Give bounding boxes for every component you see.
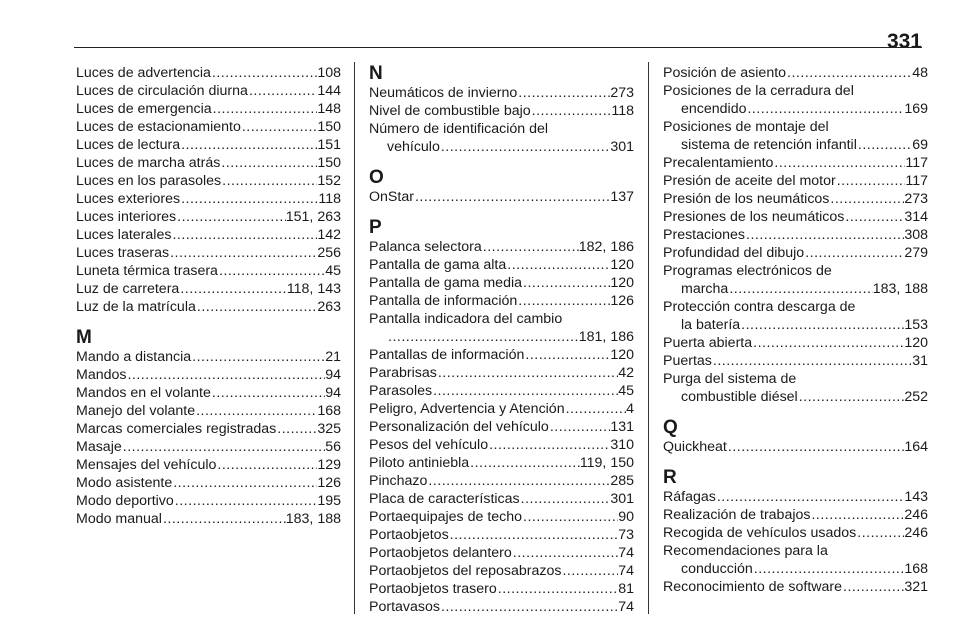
- index-entry: [369, 102, 634, 120]
- index-entry: [369, 436, 634, 454]
- index-entry-term: Realización de trabajos: [663, 507, 811, 523]
- index-entry-continuation: sistema de retención infantil: [681, 137, 857, 153]
- index-entry-pages: 56: [325, 439, 341, 455]
- dot-leader: [437, 364, 618, 382]
- index-entry: [76, 366, 341, 384]
- index-entry: [663, 262, 928, 298]
- dot-leader: [716, 488, 904, 506]
- dot-leader: [276, 420, 317, 438]
- index-entry-pages: 74: [618, 563, 634, 579]
- index-entry: [369, 418, 634, 436]
- column-divider: [648, 62, 649, 614]
- index-entry-pages: 321: [904, 579, 928, 595]
- index-entry-continuation: encendido: [681, 101, 747, 117]
- index-entry: [369, 526, 634, 544]
- index-entry: [76, 348, 341, 366]
- dot-leader: [752, 334, 904, 352]
- index-entry-term: Prestaciones: [663, 227, 746, 243]
- dot-leader: [842, 578, 904, 596]
- index-entry-pages: 31: [912, 353, 928, 369]
- index-entry-term: Luces de lectura: [76, 137, 181, 153]
- dot-leader: [196, 298, 317, 316]
- index-entry: [76, 474, 341, 492]
- dot-leader: [810, 506, 904, 524]
- index-entry: [369, 508, 634, 526]
- index-entry-term: Portaobjetos: [369, 527, 449, 543]
- index-entry: [76, 64, 341, 82]
- index-entry-pages: 168: [317, 403, 341, 419]
- dot-leader: [804, 244, 904, 262]
- column-divider: [354, 62, 355, 614]
- index-entry-pages: 118, 143: [286, 281, 341, 297]
- index-column-1: [76, 64, 341, 528]
- index-entry: [369, 346, 634, 364]
- index-entry-term: Luces de circulación diurna: [76, 83, 248, 99]
- index-entry-term: Quickheat: [663, 439, 727, 455]
- dot-leader: [844, 208, 904, 226]
- index-entry: [369, 84, 634, 102]
- index-entry: [663, 244, 928, 262]
- index-entry-pages: 168: [904, 561, 928, 577]
- index-entry-continuation: combustible diésel: [681, 389, 798, 405]
- index-entry-pages: 108: [317, 65, 341, 81]
- index-entry-term: Luces interiores: [76, 209, 177, 225]
- index-entry: [663, 370, 928, 406]
- index-entry-term: Presión de aceite del motor: [663, 173, 836, 189]
- index-entry-term: Recogida de vehículos usados: [663, 525, 857, 541]
- index-entry: [76, 100, 341, 118]
- dot-leader: [432, 382, 618, 400]
- dot-leader: [221, 172, 317, 190]
- index-entry: [369, 400, 634, 418]
- index-entry: [76, 492, 341, 510]
- index-entry-term: Posiciones de la cerradura del: [663, 83, 854, 99]
- index-entry-term: Placa de características: [369, 491, 520, 507]
- index-entry: [76, 438, 341, 456]
- index-entry-pages: 148: [317, 101, 341, 117]
- index-entry: [76, 136, 341, 154]
- index-entry-pages: 129: [317, 457, 341, 473]
- index-entry-term: Presiones de los neumáticos: [663, 209, 845, 225]
- index-entry: [76, 244, 341, 262]
- index-entry-pages: 151: [317, 137, 341, 153]
- index-entry: [369, 364, 634, 382]
- index-letter-heading: M: [76, 327, 92, 348]
- index-entry-term: Luneta térmica trasera: [76, 263, 218, 279]
- index-entry: [76, 226, 341, 244]
- index-entry: [369, 580, 634, 598]
- index-entry-term: Luz de carretera: [76, 281, 180, 297]
- index-entry: [663, 506, 928, 524]
- index-entry-pages: 120: [610, 257, 634, 273]
- index-entry-pages: 21: [325, 349, 341, 365]
- dot-leader: [169, 244, 317, 262]
- index-entry-term: Modo asistente: [76, 475, 173, 491]
- index-entry-term: Pantallas de información: [369, 347, 525, 363]
- index-entry-pages: 314: [904, 209, 928, 225]
- index-entry-pages: 273: [610, 85, 634, 101]
- index-entry: [76, 262, 341, 280]
- dot-leader: [712, 352, 912, 370]
- index-entry: [369, 598, 634, 616]
- dot-leader: [212, 100, 318, 118]
- index-entry-term: Palanca selectora: [369, 239, 482, 255]
- index-entry-term: Pantalla de gama alta: [369, 257, 507, 273]
- index-entry-pages: 153: [904, 317, 928, 333]
- index-entry-pages: 94: [325, 385, 341, 401]
- index-entry-term: Purga del sistema de: [663, 371, 797, 387]
- index-entry-pages: 279: [904, 245, 928, 261]
- index-entry-pages: 256: [317, 245, 341, 261]
- dot-leader: [162, 510, 286, 528]
- index-column-2: [369, 64, 634, 616]
- dot-leader: [517, 84, 610, 102]
- index-entry: [369, 310, 634, 346]
- index-entry: [76, 402, 341, 420]
- index-entry-term: Neumáticos de invierno: [369, 85, 518, 101]
- index-column-3: [663, 64, 928, 596]
- dot-leader: [176, 208, 286, 226]
- index-entry-term: Nivel de combustible bajo: [369, 103, 531, 119]
- index-letter-heading: N: [369, 63, 383, 84]
- index-entry-pages: 69: [912, 137, 928, 153]
- index-entry: [76, 172, 341, 190]
- dot-leader: [414, 188, 610, 206]
- index-entry-term: Número de identificación del: [369, 121, 549, 137]
- index-entry-term: Puertas: [663, 353, 712, 369]
- index-entry-term: Portaobjetos delantero: [369, 545, 512, 561]
- index-entry: [369, 256, 634, 274]
- index-entry-pages: 94: [325, 367, 341, 383]
- index-entry: [76, 510, 341, 528]
- dot-leader: [798, 388, 905, 406]
- index-entry-term: Portaobjetos del reposabrazos: [369, 563, 562, 579]
- index-entry: [76, 190, 341, 208]
- dot-leader: [753, 560, 905, 578]
- dot-leader: [216, 456, 317, 474]
- index-entry-term: Presión de los neumáticos: [663, 191, 830, 207]
- index-letter-heading: R: [663, 467, 677, 488]
- page-number: 331: [886, 30, 922, 53]
- index-entry-pages: 120: [610, 347, 634, 363]
- index-entry-term: Modo deportivo: [76, 493, 174, 509]
- index-entry-term: Portavasos: [369, 599, 440, 615]
- dot-leader: [440, 598, 618, 616]
- dot-leader: [469, 454, 580, 472]
- index-entry: [663, 64, 928, 82]
- index-entry-pages: 182, 186: [578, 239, 634, 255]
- dot-leader: [727, 438, 904, 456]
- dot-leader: [836, 172, 906, 190]
- index-entry: [369, 454, 634, 472]
- index-entry-pages: 252: [904, 389, 928, 405]
- dot-leader: [440, 138, 610, 156]
- index-entry: [76, 384, 341, 402]
- index-entry: [369, 472, 634, 490]
- dot-leader: [211, 384, 325, 402]
- index-entry-term: Luces de estacionamiento: [76, 119, 241, 135]
- index-entry: [663, 118, 928, 154]
- dot-leader: [740, 316, 904, 334]
- index-entry: [76, 118, 341, 136]
- dot-leader: [857, 136, 912, 154]
- index-entry-pages: 181, 186: [578, 329, 634, 345]
- index-entry: [663, 82, 928, 118]
- index-entry-pages: 45: [618, 383, 634, 399]
- index-entry-continuation: vehículo: [387, 139, 440, 155]
- index-entry-pages: 151, 263: [285, 209, 341, 225]
- index-entry: [76, 420, 341, 438]
- dot-leader: [248, 82, 317, 100]
- dot-leader: [220, 154, 317, 172]
- index-entry-term: Posiciones de montaje del: [663, 119, 829, 135]
- index-entry-term: Luces laterales: [76, 227, 172, 243]
- index-entry-term: Luz de la matrícula: [76, 299, 196, 315]
- dot-leader: [497, 580, 618, 598]
- dot-leader: [218, 262, 325, 280]
- index-entry: [369, 562, 634, 580]
- index-entry: [369, 544, 634, 562]
- index-entry-pages: 90: [618, 509, 634, 525]
- index-entry: [369, 274, 634, 292]
- index-entry: [663, 190, 928, 208]
- index-entry: [369, 382, 634, 400]
- index-entry-pages: 308: [904, 227, 928, 243]
- index-entry-term: Piloto antiniebla: [369, 455, 470, 471]
- index-entry-term: Pantalla de gama media: [369, 275, 523, 291]
- index-entry-pages: 74: [618, 545, 634, 561]
- index-entry: [663, 154, 928, 172]
- index-entry-term: Portaobjetos trasero: [369, 581, 497, 597]
- dot-leader: [180, 190, 318, 208]
- dot-leader: [531, 102, 612, 120]
- dot-leader: [829, 190, 904, 208]
- index-entry-pages: 120: [904, 335, 928, 351]
- index-entry-pages: 4: [626, 401, 634, 417]
- index-letter-heading: P: [369, 217, 382, 238]
- index-entry: [663, 226, 928, 244]
- dot-leader: [561, 562, 618, 580]
- index-entry: [663, 352, 928, 370]
- index-entry-term: OnStar: [369, 189, 414, 205]
- index-letter-heading: Q: [663, 417, 678, 438]
- dot-leader: [728, 280, 872, 298]
- index-entry-term: Marcas comerciales registradas: [76, 421, 277, 437]
- index-entry-term: Luces exteriores: [76, 191, 181, 207]
- header-rule: [74, 47, 922, 48]
- index-entry-pages: 45: [325, 263, 341, 279]
- index-letter-heading: O: [369, 167, 384, 188]
- index-entry: [369, 490, 634, 508]
- dot-leader: [746, 100, 904, 118]
- index-entry-term: Puerta abierta: [663, 335, 753, 351]
- index-entry: [663, 438, 928, 456]
- index-entry: [76, 154, 341, 172]
- index-entry-pages: 143: [904, 489, 928, 505]
- index-entry-term: Luces traseras: [76, 245, 170, 261]
- index-entry-term: Luces de advertencia: [76, 65, 211, 81]
- dot-leader: [524, 346, 610, 364]
- index-entry-pages: 152: [317, 173, 341, 189]
- index-entry-pages: 73: [618, 527, 634, 543]
- index-entry: [663, 488, 928, 506]
- index-entry-pages: 150: [317, 155, 341, 171]
- index-entry-term: Programas electrónicos de: [663, 263, 832, 279]
- index-entry-pages: 150: [317, 119, 341, 135]
- index-entry-pages: 74: [618, 599, 634, 615]
- index-entry-pages: 120: [610, 275, 634, 291]
- index-entry-pages: 137: [610, 189, 634, 205]
- dot-leader: [520, 490, 611, 508]
- index-entry-pages: 118: [318, 191, 341, 207]
- dot-leader: [387, 328, 579, 346]
- index-entry-term: Luces de marcha atrás: [76, 155, 221, 171]
- dot-leader: [856, 524, 904, 542]
- dot-leader: [449, 526, 619, 544]
- dot-leader: [512, 544, 618, 562]
- index-entry: [76, 298, 341, 316]
- dot-leader: [522, 508, 618, 526]
- index-entry-term: Masaje: [76, 439, 122, 455]
- index-entry-term: Pesos del vehículo: [369, 437, 489, 453]
- index-entry: [76, 456, 341, 474]
- index-entry-pages: 310: [610, 437, 634, 453]
- dot-leader: [565, 400, 627, 418]
- index-entry-pages: 301: [610, 491, 634, 507]
- dot-leader: [126, 366, 325, 384]
- index-entry-term: Reconocimiento de software: [663, 579, 843, 595]
- index-entry-term: Pinchazo: [369, 473, 428, 489]
- dot-leader: [482, 238, 579, 256]
- dot-leader: [122, 438, 325, 456]
- index-entry-term: Mandos en el volante: [76, 385, 211, 401]
- dot-leader: [174, 492, 318, 510]
- index-entry-pages: 131: [610, 419, 634, 435]
- dot-leader: [427, 472, 610, 490]
- index-entry: [663, 208, 928, 226]
- index-entry-pages: 142: [317, 227, 341, 243]
- index-entry-term: Protección contra descarga de: [663, 299, 856, 315]
- index-entry-pages: 246: [904, 525, 928, 541]
- index-entry-term: Ráfagas: [663, 489, 716, 505]
- dot-leader: [522, 274, 610, 292]
- index-entry-pages: 117: [905, 173, 928, 189]
- dot-leader: [506, 256, 610, 274]
- index-entry-pages: 164: [904, 439, 928, 455]
- index-entry-continuation: marcha: [681, 281, 729, 297]
- index-entry-pages: 118: [611, 103, 634, 119]
- index-entry: [369, 292, 634, 310]
- index-entry: [663, 172, 928, 190]
- dot-leader: [745, 226, 904, 244]
- dot-leader: [517, 292, 610, 310]
- index-entry: [369, 120, 634, 156]
- index-entry-pages: 285: [610, 473, 634, 489]
- dot-leader: [172, 474, 317, 492]
- dot-leader: [786, 64, 912, 82]
- index-entry-pages: 183, 188: [872, 281, 928, 297]
- index-entry: [663, 542, 928, 578]
- index-entry-term: Modo manual: [76, 511, 162, 527]
- dot-leader: [195, 402, 317, 420]
- index-entry: [369, 238, 634, 256]
- index-entry-term: Peligro, Advertencia y Atención: [369, 401, 565, 417]
- dot-leader: [191, 348, 325, 366]
- index-entry-pages: 246: [904, 507, 928, 523]
- dot-leader: [241, 118, 317, 136]
- dot-leader: [211, 64, 317, 82]
- index-entry-pages: 195: [317, 493, 341, 509]
- index-entry-term: Parasoles: [369, 383, 433, 399]
- index-entry-term: Posición de asiento: [663, 65, 787, 81]
- index-entry: [76, 280, 341, 298]
- index-entry-term: Portaequipajes de techo: [369, 509, 523, 525]
- index-entry-pages: 183, 188: [285, 511, 341, 527]
- index-entry-term: Recomendaciones para la: [663, 543, 828, 559]
- index-entry-term: Precalentamiento: [663, 155, 774, 171]
- index-entry-pages: 273: [904, 191, 928, 207]
- index-entry-term: Mandos: [76, 367, 127, 383]
- index-entry: [663, 334, 928, 352]
- index-entry-term: Mando a distancia: [76, 349, 192, 365]
- index-entry-pages: 126: [610, 293, 634, 309]
- index-entry-pages: 81: [618, 581, 634, 597]
- index-entry: [369, 188, 634, 206]
- index-entry-pages: 42: [618, 365, 634, 381]
- index-entry-continuation: conducción: [681, 561, 753, 577]
- index-entry-pages: 325: [317, 421, 341, 437]
- index-entry-pages: 126: [317, 475, 341, 491]
- index-entry-term: Pantalla indicadora del cambio: [369, 311, 563, 327]
- index-entry-term: Manejo del volante: [76, 403, 196, 419]
- index-entry-pages: 48: [912, 65, 928, 81]
- index-entry-pages: 119, 150: [579, 455, 634, 471]
- dot-leader: [180, 136, 317, 154]
- dot-leader: [171, 226, 317, 244]
- index-entry-pages: 144: [317, 83, 341, 99]
- index-entry-continuation: la batería: [681, 317, 741, 333]
- index-entry-term: Personalización del vehículo: [369, 419, 549, 435]
- dot-leader: [549, 418, 611, 436]
- index-entry: [663, 298, 928, 334]
- index-entry-term: Profundidad del dibujo: [663, 245, 805, 261]
- index-entry: [663, 578, 928, 596]
- dot-leader: [488, 436, 610, 454]
- index-entry-term: Pantalla de información: [369, 293, 518, 309]
- index-entry-pages: 117: [905, 155, 928, 171]
- index-entry: [663, 524, 928, 542]
- dot-leader: [179, 280, 287, 298]
- index-entry-term: Luces de emergencia: [76, 101, 212, 117]
- index-entry: [76, 208, 341, 226]
- dot-leader: [773, 154, 905, 172]
- index-entry-pages: 301: [610, 139, 634, 155]
- index-entry-pages: 263: [317, 299, 341, 315]
- index-entry-pages: 169: [904, 101, 928, 117]
- index-entry-term: Mensajes del vehículo: [76, 457, 217, 473]
- index-entry-term: Parabrisas: [369, 365, 437, 381]
- index-entry: [76, 82, 341, 100]
- index-entry-term: Luces en los parasoles: [76, 173, 222, 189]
